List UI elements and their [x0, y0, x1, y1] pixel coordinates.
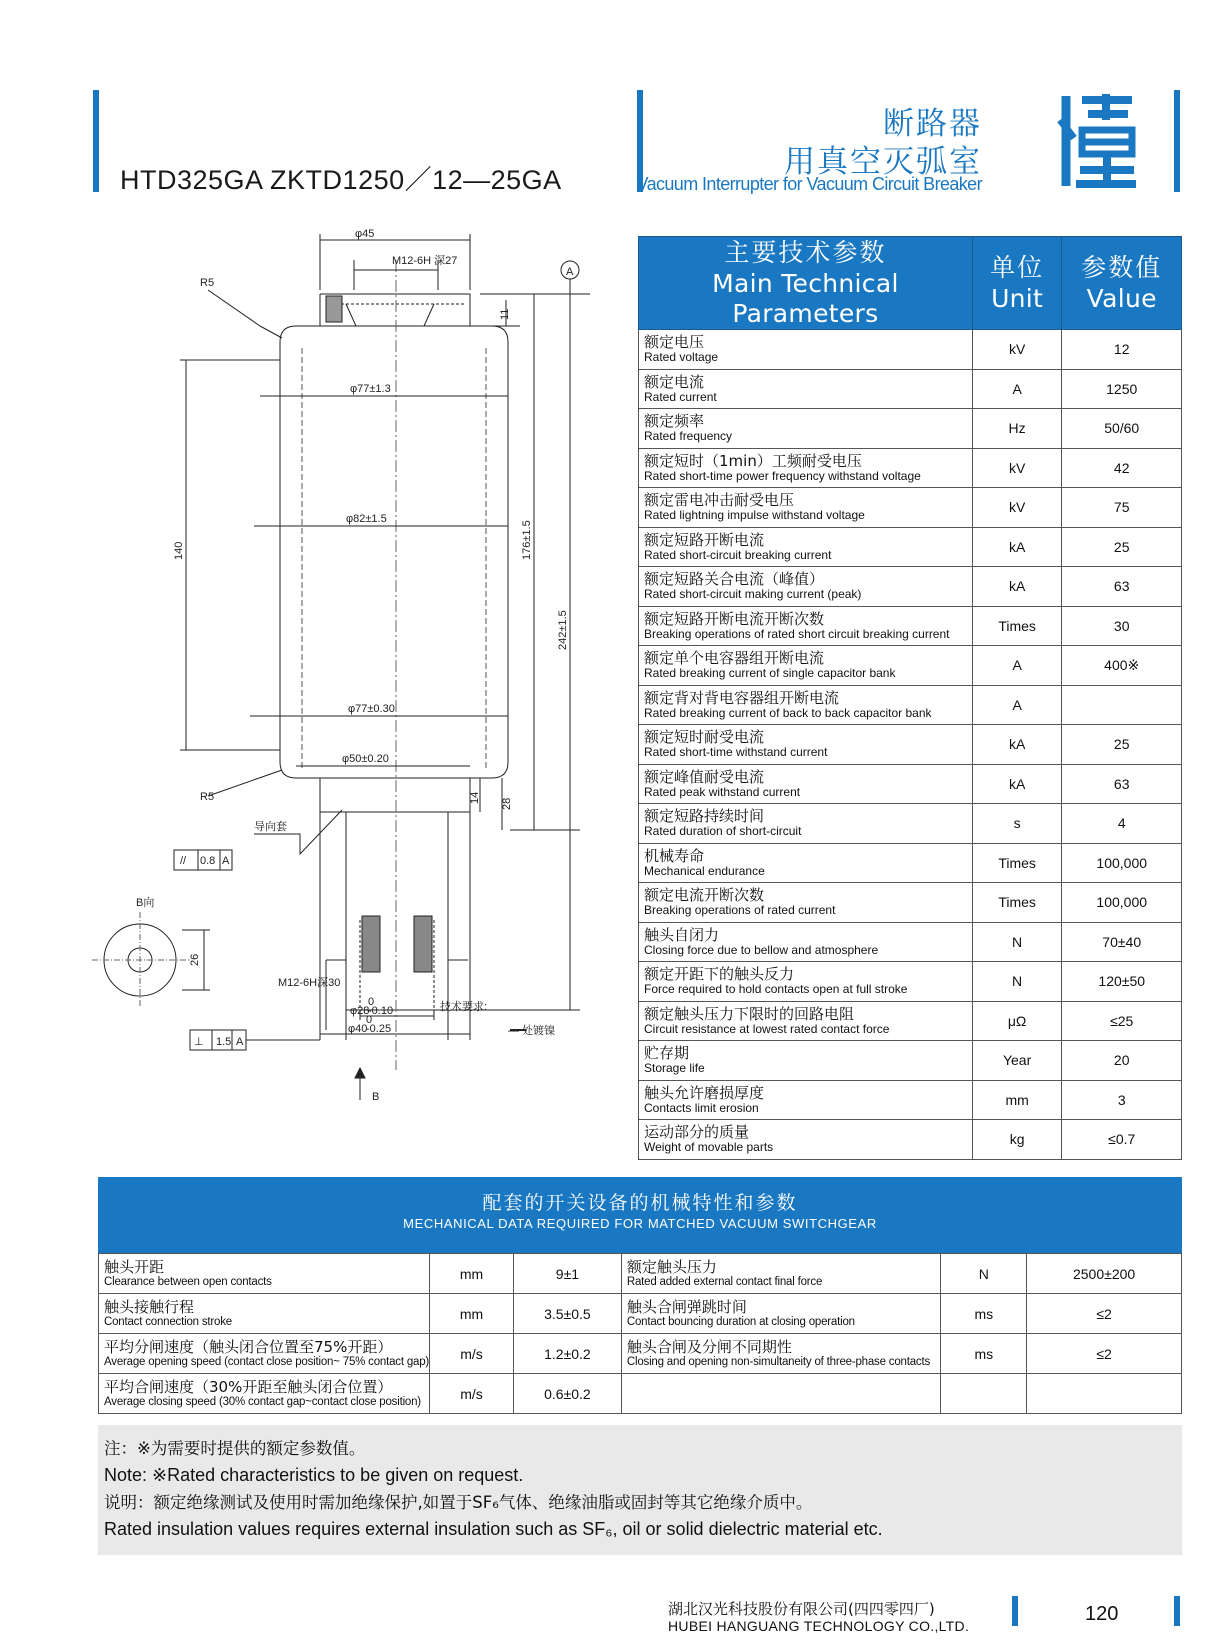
param-row [639, 962, 1182, 1002]
param-name-cell [639, 527, 973, 567]
mech-right-value [1027, 1374, 1182, 1414]
param-row [639, 448, 1182, 488]
param-name-cell [639, 448, 973, 488]
header-param-en: Main Technical Parameters [712, 269, 899, 328]
param-value: 63 [1062, 764, 1182, 804]
param-value: 12 [1062, 330, 1182, 370]
param-value: 25 [1062, 527, 1182, 567]
param-name-cn: 额定频率 [644, 412, 705, 431]
mech-row [99, 1374, 1182, 1414]
mech-title-en: MECHANICAL DATA REQUIRED FOR MATCHED VACUUM SWITCHGEAR [403, 1216, 877, 1231]
param-unit: Times [972, 883, 1062, 923]
mech-left-value: 1.2±0.2 [513, 1334, 621, 1374]
mech-right-name-en: Closing and opening non-simultaneity of three-phase contacts [626, 1355, 931, 1368]
param-row [639, 1120, 1182, 1160]
mech-row [99, 1334, 1182, 1374]
param-row [639, 369, 1182, 409]
param-unit: kV [972, 330, 1062, 370]
model-title: HTD325GA ZKTD1250／12—25GA [120, 165, 562, 195]
header-value-cn: 参数值 [1081, 253, 1163, 282]
dim-m12-thread-top: M12-6H 深27 [392, 255, 458, 267]
param-unit: kV [972, 448, 1062, 488]
param-value: 3 [1062, 1080, 1182, 1120]
param-value: 30 [1062, 606, 1182, 646]
param-name-en: Rated lightning impulse withstand voltage [644, 508, 865, 523]
param-name-en: Closing force due to bellow and atmosphere [644, 942, 879, 957]
footer-company-en: HUBEI HANGUANG TECHNOLOGY CO.,LTD. [668, 1618, 970, 1634]
param-name-cell [639, 1080, 973, 1120]
param-name-en: Rated short-circuit breaking current [644, 547, 832, 562]
param-unit: N [972, 962, 1062, 1002]
param-unit: kA [972, 725, 1062, 765]
param-name-en: Rated voltage [644, 350, 719, 365]
footer-bar-left [1012, 1596, 1018, 1626]
mech-right-name-cn: 额定触头压力 [626, 1257, 717, 1276]
dim-242: 242±1.5 [557, 610, 569, 650]
param-value: 20 [1062, 1041, 1182, 1081]
param-value: 120±50 [1062, 962, 1182, 1002]
param-name-cn: 额定短时耐受电流 [644, 728, 765, 747]
arrow-b-label: B [372, 1091, 380, 1103]
mech-left-value: 3.5±0.5 [513, 1294, 621, 1334]
param-name-en: Rated duration of short-circuit [644, 824, 802, 839]
param-name-cell [639, 725, 973, 765]
header-param-cn: 主要技术参数 [724, 238, 887, 267]
parallel-symbol: // [180, 855, 187, 867]
dim-phi40-tol-upper: 0 [366, 1014, 373, 1026]
mech-right-name-en: Contact bouncing duration at closing operation [626, 1315, 855, 1328]
dim-m12-thread-bottom: M12-6H深30 [278, 977, 341, 989]
dim-phi28-tol-upper: 0 [368, 996, 375, 1008]
param-value: 1250 [1062, 369, 1182, 409]
param-name-cn: 额定电压 [644, 333, 705, 352]
mech-left-name-en: Contact connection stroke [104, 1315, 232, 1328]
param-value: 63 [1062, 567, 1182, 607]
mech-left-name-cell [99, 1334, 430, 1374]
mech-right-name-en: Rated added external contact final force [626, 1275, 823, 1288]
parallel-datum: A [222, 855, 230, 867]
param-row [639, 1001, 1182, 1041]
mech-right-unit: ms [941, 1294, 1027, 1334]
product-title-cn-line2: 用真空灭弧室 [784, 144, 982, 180]
param-name-en: Breaking operations of rated current [644, 903, 836, 918]
mech-left-name-cell [99, 1294, 430, 1334]
dim-phi40: φ40 [348, 1023, 368, 1035]
param-value: 25 [1062, 725, 1182, 765]
param-value: 42 [1062, 448, 1182, 488]
param-row [639, 804, 1182, 844]
dim-phi50: φ50±0.20 [342, 753, 389, 765]
param-unit: kg [972, 1120, 1062, 1160]
param-unit: Times [972, 606, 1062, 646]
header-unit-en: Unit [991, 284, 1044, 313]
param-table-header [639, 237, 1182, 330]
param-name-en: Storage life [644, 1061, 705, 1076]
param-row [639, 646, 1182, 686]
dim-phi28-tol-lower: -0.10 [368, 1005, 394, 1017]
mech-left-name-cn: 触头开距 [104, 1257, 165, 1276]
param-name-en: Rated breaking current of back to back capacitor bank [644, 705, 932, 720]
param-name-en: Rated short-time power frequency withstand voltage [644, 468, 921, 483]
param-unit: kA [972, 527, 1062, 567]
param-name-cell [639, 646, 973, 686]
mech-left-unit: mm [430, 1254, 514, 1294]
header-value-cell [1062, 237, 1182, 330]
mech-right-unit: ms [941, 1334, 1027, 1374]
param-name-en: Rated frequency [644, 429, 733, 444]
param-name-cn: 贮存期 [644, 1044, 690, 1063]
param-row [639, 764, 1182, 804]
page-number: 120 [1085, 1603, 1119, 1625]
param-name-cell [639, 567, 973, 607]
param-name-cell [639, 685, 973, 725]
mech-row [99, 1254, 1182, 1294]
param-row [639, 922, 1182, 962]
param-value: 4 [1062, 804, 1182, 844]
mech-row [99, 1294, 1182, 1334]
param-name-cn: 额定短路持续时间 [644, 807, 765, 826]
param-name-cell [639, 369, 973, 409]
mech-title-cn: 配套的开关设备的机械特性和参数 [482, 1192, 798, 1214]
param-name-cn: 额定背对背电容器组开断电流 [644, 688, 840, 707]
param-row [639, 567, 1182, 607]
description-cn: 说明：额定绝缘测试及使用时需加绝缘保护,如置于SF₆气体、绝缘油脂或固封等其它绝缘介质中。 [104, 1493, 813, 1512]
param-name-cell [639, 843, 973, 883]
param-unit: A [972, 685, 1062, 725]
mech-right-value: 2500±200 [1027, 1254, 1182, 1294]
param-value: 50/60 [1062, 409, 1182, 449]
param-name-en: Mechanical endurance [644, 863, 765, 878]
param-name-cn: 额定电流开断次数 [644, 886, 765, 905]
product-title-en: Vacuum Interrupter for Vacuum Circuit Breaker [636, 174, 982, 194]
param-name-cell [639, 804, 973, 844]
param-unit: Times [972, 843, 1062, 883]
param-name-cell [639, 962, 973, 1002]
mech-right-value: ≤2 [1027, 1294, 1182, 1334]
mech-right-name-cn: 触头合闸弹跳时间 [626, 1297, 747, 1316]
mech-left-name-cn: 平均分闸速度（触头闭合位置至75%开距） [104, 1337, 393, 1356]
param-name-cn: 机械寿命 [644, 846, 705, 865]
notes-box [98, 1425, 1182, 1555]
header-unit-cell [972, 237, 1062, 330]
mech-right-name-cell [621, 1254, 941, 1294]
param-name-cn: 额定雷电冲击耐受电压 [644, 491, 795, 510]
param-unit: A [972, 646, 1062, 686]
dim-r5-top: R5 [200, 277, 215, 289]
dim-r5-bottom: R5 [200, 791, 215, 803]
param-name-cell [639, 1041, 973, 1081]
mech-left-name-cell [99, 1254, 430, 1294]
param-name-cell [639, 883, 973, 923]
param-row [639, 409, 1182, 449]
dim-176: 176±1.5 [521, 520, 533, 560]
param-name-en: Rated short-circuit making current (peak) [644, 587, 862, 602]
dim-phi82: φ82±1.5 [346, 513, 387, 525]
param-name-cn: 额定短路关合电流（峰值） [644, 570, 825, 589]
mech-left-name-cn: 平均合闸速度（30%开距至触头闭合位置） [104, 1377, 393, 1396]
main-parameters-table [638, 236, 1182, 1160]
param-name-en: Rated current [644, 389, 717, 404]
dim-11: 11 [499, 308, 511, 320]
param-unit: μΩ [972, 1001, 1062, 1041]
param-name-cn: 额定短时（1min）工频耐受电压 [644, 451, 862, 470]
param-unit: s [972, 804, 1062, 844]
param-value: 70±40 [1062, 922, 1182, 962]
mech-left-unit: m/s [430, 1374, 514, 1414]
param-name-en: Rated peak withstand current [644, 784, 801, 799]
dim-phi77-bottom: φ77±0.30 [348, 703, 395, 715]
description-en: Rated insulation values requires external insulation such as SF₆, oil or solid dielectric material etc. [104, 1519, 883, 1539]
param-name-cell [639, 606, 973, 646]
note-cn: 注：※为需要时提供的额定参数值。 [104, 1439, 366, 1458]
param-name-cell [639, 1120, 973, 1160]
param-value [1062, 685, 1182, 725]
mech-left-name-en: Average closing speed (30% contact gap~contact close position) [104, 1395, 421, 1408]
technical-drawing [136, 228, 620, 1160]
param-row [639, 843, 1182, 883]
param-name-cell [639, 1001, 973, 1041]
param-value: ≤0.7 [1062, 1120, 1182, 1160]
param-name-en: Circuit resistance at lowest rated contact force [644, 1021, 890, 1036]
brand-logo-icon [1058, 90, 1138, 190]
param-unit: Hz [972, 409, 1062, 449]
footer-company-cn: 湖北汉光科技股份有限公司(四四零四厂) [668, 1600, 935, 1618]
param-name-cn: 额定触头压力下限时的回路电阻 [644, 1004, 855, 1023]
plating-note: — 处镀镍 [508, 1025, 556, 1037]
mech-right-unit [941, 1374, 1027, 1414]
param-name-en: Weight of movable parts [644, 1140, 774, 1155]
param-value: 75 [1062, 488, 1182, 528]
mech-left-unit: m/s [430, 1334, 514, 1374]
perpendicular-tolerance: 1.5 [216, 1036, 232, 1048]
dim-phi45: φ45 [355, 228, 375, 240]
param-unit: mm [972, 1080, 1062, 1120]
param-row [639, 725, 1182, 765]
param-row [639, 527, 1182, 567]
param-unit: kA [972, 764, 1062, 804]
param-name-cn: 额定单个电容器组开断电流 [644, 649, 825, 668]
mech-left-name-en: Clearance between open contacts [104, 1275, 272, 1288]
perpendicular-datum: A [236, 1036, 244, 1048]
dim-28: 28 [501, 797, 513, 810]
param-row [639, 606, 1182, 646]
param-name-en: Rated short-time withstand current [644, 745, 828, 760]
param-value: 100,000 [1062, 843, 1182, 883]
dim-phi28: φ28 [350, 1005, 370, 1017]
param-unit: A [972, 369, 1062, 409]
param-name-en: Rated breaking current of single capacitor bank [644, 666, 896, 681]
param-name-cn: 额定短路开断电流开断次数 [644, 609, 825, 628]
mech-right-value: ≤2 [1027, 1334, 1182, 1374]
param-name-cell [639, 764, 973, 804]
mech-left-value: 0.6±0.2 [513, 1374, 621, 1414]
param-row [639, 1080, 1182, 1120]
param-unit: kA [972, 567, 1062, 607]
param-value: 100,000 [1062, 883, 1182, 923]
header-value-en: Value [1086, 284, 1157, 313]
dim-14: 14 [469, 791, 481, 804]
param-name-en: Force required to hold contacts open at full stroke [644, 982, 908, 997]
mech-right-name-cell [621, 1294, 941, 1334]
param-row [639, 1041, 1182, 1081]
param-name-cn: 触头自闭力 [644, 925, 720, 944]
mech-right-name-cell [621, 1334, 941, 1374]
dim-phi40-tol-lower: -0.25 [366, 1023, 392, 1035]
param-row [639, 685, 1182, 725]
b-view-label: B向 [136, 897, 155, 909]
param-name-cn: 运动部分的质量 [644, 1123, 750, 1142]
param-name-en: Breaking operations of rated short circuit breaking current [644, 626, 950, 641]
footer-bar-right [1174, 1596, 1180, 1626]
dim-phi77-top: φ77±1.3 [350, 383, 391, 395]
param-name-cn: 额定峰值耐受电流 [644, 767, 765, 786]
mech-left-name-cell [99, 1374, 430, 1414]
param-name-cn: 触头允许磨损厚度 [644, 1083, 765, 1102]
datum-a-label: A [566, 266, 574, 278]
mech-table-header [98, 1177, 1182, 1253]
tech-requirements-label: 技术要求: [440, 1001, 488, 1013]
param-row [639, 330, 1182, 370]
param-name-en: Contacts limit erosion [644, 1100, 759, 1115]
header-right-bar [1174, 90, 1180, 192]
mech-left-unit: mm [430, 1294, 514, 1334]
param-name-cn: 额定开距下的触头反力 [644, 965, 795, 984]
param-name-cell [639, 922, 973, 962]
param-row [639, 488, 1182, 528]
param-value: 400※ [1062, 646, 1182, 686]
param-name-cn: 额定短路开断电流 [644, 530, 765, 549]
header-param-cell [639, 237, 973, 330]
param-name-cell [639, 488, 973, 528]
param-name-cell [639, 409, 973, 449]
mech-left-name-cn: 触头接触行程 [104, 1297, 195, 1316]
perpendicular-symbol: ⊥ [194, 1036, 204, 1048]
header-unit-cn: 单位 [990, 253, 1045, 282]
param-value: ≤25 [1062, 1001, 1182, 1041]
mechanical-data-table [98, 1253, 1182, 1414]
param-unit: Year [972, 1041, 1062, 1081]
param-name-cn: 额定电流 [644, 372, 705, 391]
note-en: Note: ※Rated characteristics to be given on request. [104, 1465, 524, 1485]
mech-left-value: 9±1 [513, 1254, 621, 1294]
param-name-cell [639, 330, 973, 370]
mech-right-name-cn: 触头合闸及分闸不同期性 [626, 1337, 792, 1356]
param-unit: kV [972, 488, 1062, 528]
product-title-cn-line1: 断路器 [883, 106, 982, 142]
mech-right-name-cell [621, 1374, 941, 1414]
param-row [639, 883, 1182, 923]
dim-26: 26 [189, 953, 201, 966]
parallel-tolerance: 0.8 [200, 855, 216, 867]
mech-left-name-en: Average opening speed (contact close position~ 75% contact gap) [104, 1355, 430, 1368]
guide-sleeve-label: 导向套 [254, 821, 287, 833]
dim-140: 140 [173, 541, 185, 560]
header-left-bar [93, 90, 99, 192]
param-unit: N [972, 922, 1062, 962]
mech-right-unit: N [941, 1254, 1027, 1294]
